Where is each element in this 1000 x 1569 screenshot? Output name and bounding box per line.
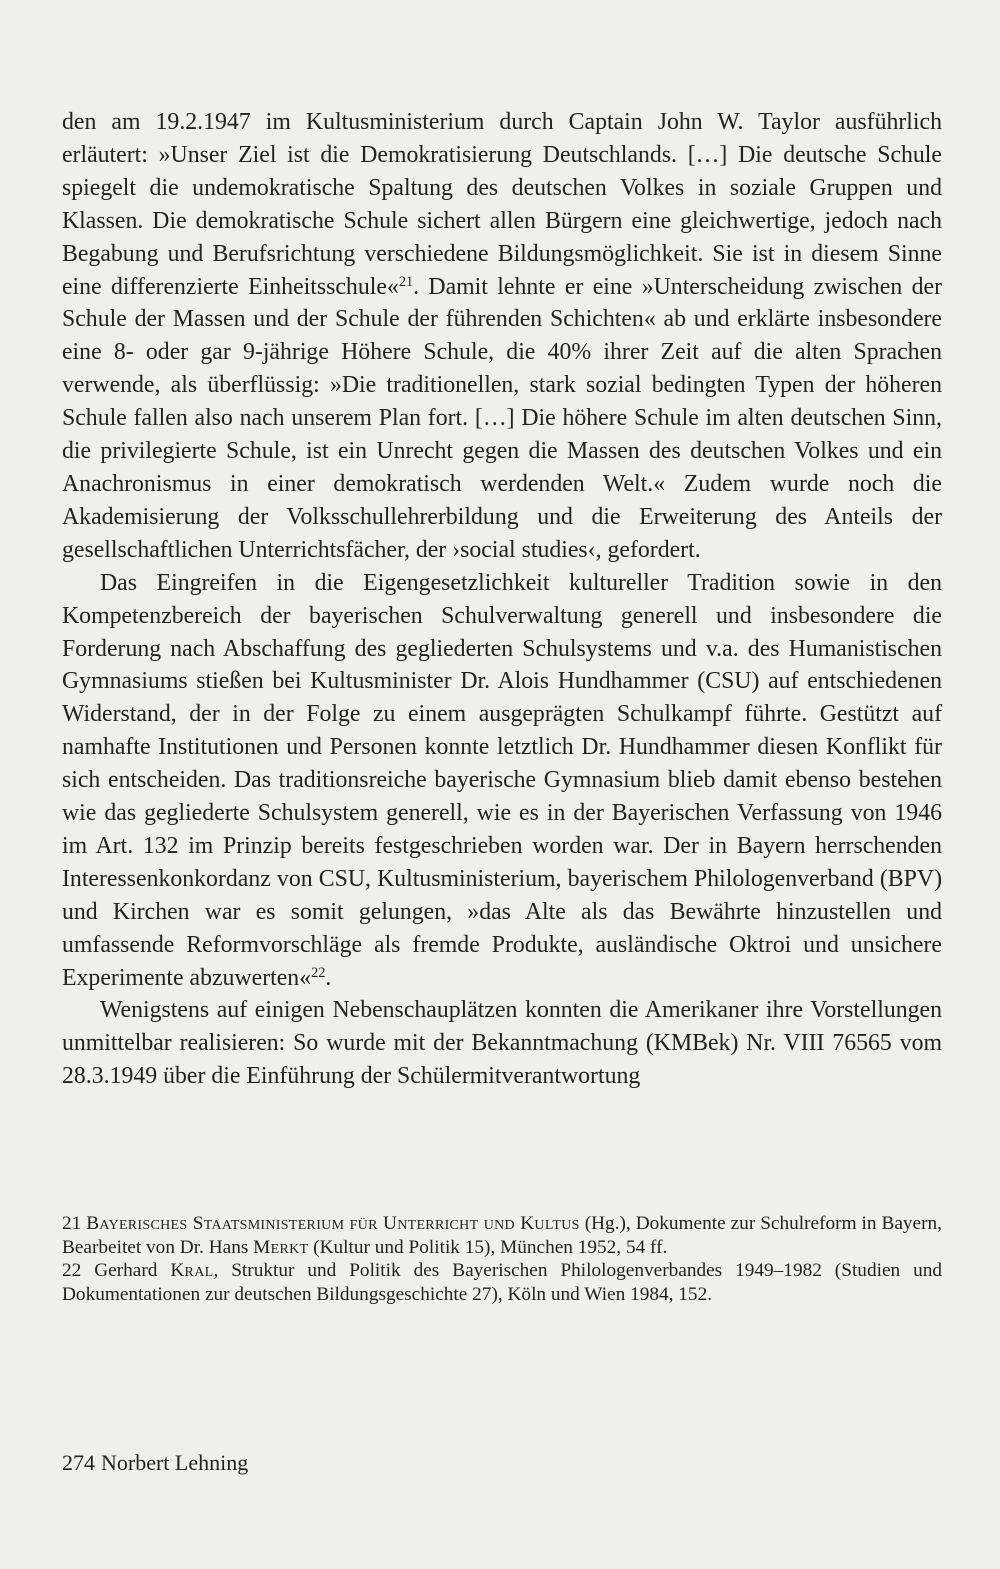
footnote-text: Gerhard [94,1260,171,1281]
footnote-text: (Hg.), Dokumente zur Schulreform in Bayern, Bearbeitet von Dr. Hans [62,1213,942,1258]
footnote-22 [62,1259,942,1306]
footnote-author: Kral [170,1260,214,1281]
main-text [62,106,942,1093]
footnote-number: 22 [62,1260,82,1281]
paragraph-2 [62,567,942,995]
paragraph-1-text-a: den am 19.2.1947 im Kultusministerium durch Captain John W. Taylor ausführlich erläutert: »Unser Ziel ist die Demokratisierung Deutschlands. […] Die deutsche Schule spiegelt die undemokratische Spaltung des deutschen Volkes in soziale Gruppen und Klassen. Die demokratische Schule sichert allen Bürgern eine gleichwertige, jedoch nach Begabung und Berufsrichtung verschiedene Bildungsmöglichkeit. Sie ist in diesem Sinne eine differenzierte Einheitsschule« [62,109,942,300]
footnote-ref-21: 21 [398,273,414,290]
footnote-21 [62,1212,942,1259]
paragraph-1 [62,106,942,567]
footnote-number: 21 [62,1213,82,1234]
footnote-editor: Merkt [253,1236,309,1258]
paragraph-3: Wenigstens auf einigen Nebenschauplätzen konnten die Amerikaner ihre Vorstellungen unmittelbar realisieren: So wurde mit der Bekanntmachung (KMBek) Nr. VIII 76565 vom 28.3.1949 über die Einführung der Schülermitverantwortung [62,997,942,1090]
footnote-text: (Kultur und Politik 15), München 1952, 54 ff. [308,1236,668,1258]
paragraph-2-text-b: . [325,964,332,991]
page-footer [62,1450,248,1476]
footnote-author: Bayerisches Staatsministerium für Unterricht und Kultus [86,1213,580,1234]
footnote-ref-22: 22 [311,964,326,981]
running-author: Norbert Lehning [101,1450,249,1475]
footnote-text: , Struktur und Politik des Bayerischen Philologenverbandes 1949–1982 (Studien und Dokumentationen zur deutschen Bildungsgeschichte 27), Köln und Wien 1984, 152. [62,1260,942,1305]
paragraph-2-text-a: Das Eingreifen in die Eigengesetzlichkeit kultureller Tradition sowie in den Kompetenzbereich der bayerischen Schulverwaltung generell und insbesondere die Forderung nach Abschaffung des gegliederten Schulsystems und v.a. des Humanistischen Gymnasiums stießen bei Kultusminister Dr. Alois Hundhammer (CSU) auf entschiedenen Widerstand, der in der Folge zu einem ausgeprägten Schulkampf führte. Gestützt auf namhafte Institutionen und Personen konnte letztlich Dr. Hundhammer diesen Konflikt für sich entscheiden. Das traditionsreiche bayerische Gymnasium blieb damit ebenso bestehen wie das gegliederte Schulsystem generell, wie es in der Bayerischen Verfassung von 1946 im Art. 132 im Prinzip bereits festgeschrieben worden war. Der in Bayern herrschenden Interessenkonkordanz von CSU, Kultusministerium, bayerischem Philologenverband (BPV) und Kirchen war es somit gelungen, »das Alte als das Bewährte hinzustellen und umfassende Reformvorschläge als fremde Produkte, ausländische Oktroi und unsichere Experimente abzuwerten« [62,569,942,991]
paragraph-1-text-b: . Damit lehnte er eine »Unterscheidung zwischen der Schule der Massen und der Schule der führenden Schichten« ab und erklärte insbesondere eine 8- oder gar 9-jährige Höhere Schule, die 40% ihrer Zeit auf die alten Sprachen verwende, als überflüssig: »Die traditionellen, stark sozial bedingten Typen der höheren Schule fallen also nach unserem Plan fort. […] Die höhere Schule im alten deutschen Sinn, die privilegierte Schule, ist ein Unrecht gegen die Massen des deutschen Volkes und ein Anachronismus in einer demokratisch werdenden Welt.« Zudem wurde noch die Akademisierung der Volksschullehrerbildung und die Erweiterung des Anteils der gesellschaftlichen Unterrichtsfächer, der ›social studies‹, gefordert. [62,273,942,563]
page-number: 274 [62,1450,95,1475]
footnotes [62,1212,942,1306]
